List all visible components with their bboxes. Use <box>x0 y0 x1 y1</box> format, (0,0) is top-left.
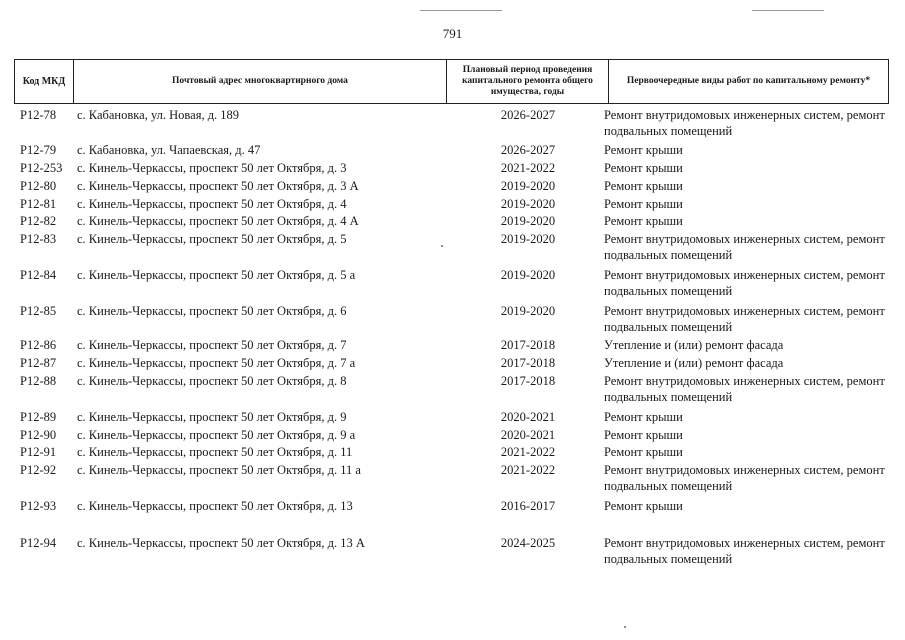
row-code: Р12-89 <box>20 410 57 424</box>
scan-artifact-line <box>752 10 824 11</box>
row-code: Р12-81 <box>20 197 57 211</box>
row-works: Ремонт крыши <box>604 197 683 211</box>
row-code: Р12-87 <box>20 356 57 370</box>
row-works: Ремонт внутридомовых инженерных систем, ремонт подвальных помещений <box>604 108 885 138</box>
row-code: Р12-93 <box>20 499 57 513</box>
row-period: 2021-2022 <box>500 445 556 459</box>
row-code: Р12-91 <box>20 445 57 459</box>
header-code: Код МКД <box>14 60 74 103</box>
row-period: 2021-2022 <box>500 463 556 477</box>
row-period: 2026-2027 <box>500 143 556 157</box>
row-address: с. Кинель-Черкассы, проспект 50 лет Октября, д. 5 а <box>77 268 356 282</box>
row-works: Ремонт внутридомовых инженерных систем, ремонт подвальных помещений <box>604 374 885 404</box>
row-address: с. Кинель-Черкассы, проспект 50 лет Октября, д. 4 <box>77 197 347 211</box>
row-works: Ремонт внутридомовых инженерных систем, ремонт подвальных помещений <box>604 232 885 262</box>
scan-artifact-dot <box>441 245 443 247</box>
row-works: Ремонт внутридомовых инженерных систем, ремонт подвальных помещений <box>604 463 885 493</box>
row-code: Р12-90 <box>20 428 57 442</box>
row-works: Ремонт крыши <box>604 179 683 193</box>
header-period: Плановый период проведения капитального ремонта общего имущества, годы <box>447 60 609 103</box>
page-number: 791 <box>442 26 463 41</box>
row-code: Р12-92 <box>20 463 57 477</box>
row-works: Утепление и (или) ремонт фасада <box>604 356 784 370</box>
row-address: с. Кинель-Черкассы, проспект 50 лет Октября, д. 13 А <box>77 536 365 550</box>
row-address: с. Кинель-Черкассы, проспект 50 лет Октября, д. 3 А <box>77 179 359 193</box>
row-period: 2019-2020 <box>500 179 556 193</box>
row-address: с. Кинель-Черкассы, проспект 50 лет Октября, д. 6 <box>77 304 347 318</box>
row-period: 2019-2020 <box>500 214 556 228</box>
row-address: с. Кинель-Черкассы, проспект 50 лет Октября, д. 7 <box>77 338 347 352</box>
row-period: 2024-2025 <box>500 536 556 550</box>
row-code: Р12-78 <box>20 108 57 122</box>
row-code: Р12-84 <box>20 268 57 282</box>
row-works: Ремонт крыши <box>604 445 683 459</box>
row-address: с. Кинель-Черкассы, проспект 50 лет Октября, д. 5 <box>77 232 347 246</box>
row-period: 2019-2020 <box>500 232 556 246</box>
row-period: 2017-2018 <box>500 374 556 388</box>
row-works: Ремонт крыши <box>604 410 683 424</box>
row-code: Р12-86 <box>20 338 57 352</box>
row-works: Утепление и (или) ремонт фасада <box>604 338 784 352</box>
scan-artifact-line <box>420 10 502 11</box>
row-works: Ремонт крыши <box>604 499 683 513</box>
row-works: Ремонт внутридомовых инженерных систем, ремонт подвальных помещений <box>604 304 885 334</box>
row-period: 2017-2018 <box>500 356 556 370</box>
header-works: Первоочередные виды работ по капитальному ремонту* <box>609 60 889 103</box>
row-period: 2019-2020 <box>500 268 556 282</box>
row-address: с. Кабановка, ул. Новая, д. 189 <box>77 108 240 122</box>
row-code: Р12-253 <box>20 161 63 175</box>
row-address: с. Кинель-Черкассы, проспект 50 лет Октября, д. 13 <box>77 499 353 513</box>
row-code: Р12-79 <box>20 143 57 157</box>
row-code: Р12-80 <box>20 179 57 193</box>
row-code: Р12-83 <box>20 232 57 246</box>
row-works: Ремонт крыши <box>604 428 683 442</box>
row-address: с. Кинель-Черкассы, проспект 50 лет Октября, д. 11 <box>77 445 353 459</box>
row-address: с. Кинель-Черкассы, проспект 50 лет Октября, д. 7 а <box>77 356 356 370</box>
row-address: с. Кинель-Черкассы, проспект 50 лет Октября, д. 9 а <box>77 428 356 442</box>
row-code: Р12-82 <box>20 214 57 228</box>
row-period: 2016-2017 <box>500 499 556 513</box>
row-address: с. Кинель-Черкассы, проспект 50 лет Октября, д. 4 А <box>77 214 359 228</box>
row-works: Ремонт крыши <box>604 143 683 157</box>
row-period: 2021-2022 <box>500 161 556 175</box>
row-period: 2019-2020 <box>500 197 556 211</box>
row-address: с. Кинель-Черкассы, проспект 50 лет Октября, д. 3 <box>77 161 347 175</box>
row-works: Ремонт крыши <box>604 214 683 228</box>
row-period: 2017-2018 <box>500 338 556 352</box>
row-works: Ремонт крыши <box>604 161 683 175</box>
row-address: с. Кинель-Черкассы, проспект 50 лет Октября, д. 11 а <box>77 463 361 477</box>
row-address: с. Кинель-Черкассы, проспект 50 лет Октября, д. 9 <box>77 410 347 424</box>
row-code: Р12-85 <box>20 304 57 318</box>
row-works: Ремонт внутридомовых инженерных систем, ремонт подвальных помещений <box>604 536 885 566</box>
row-code: Р12-88 <box>20 374 57 388</box>
row-code: Р12-94 <box>20 536 57 550</box>
row-period: 2020-2021 <box>500 428 556 442</box>
row-period: 2019-2020 <box>500 304 556 318</box>
table-header <box>14 59 889 104</box>
row-works: Ремонт внутридомовых инженерных систем, ремонт подвальных помещений <box>604 268 885 298</box>
header-address: Почтовый адрес многоквартирного дома <box>74 60 447 103</box>
scan-artifact-dot <box>624 626 626 628</box>
row-period: 2020-2021 <box>500 410 556 424</box>
row-period: 2026-2027 <box>500 108 556 122</box>
row-address: с. Кинель-Черкассы, проспект 50 лет Октября, д. 8 <box>77 374 347 388</box>
row-address: с. Кабановка, ул. Чапаевская, д. 47 <box>77 143 261 157</box>
